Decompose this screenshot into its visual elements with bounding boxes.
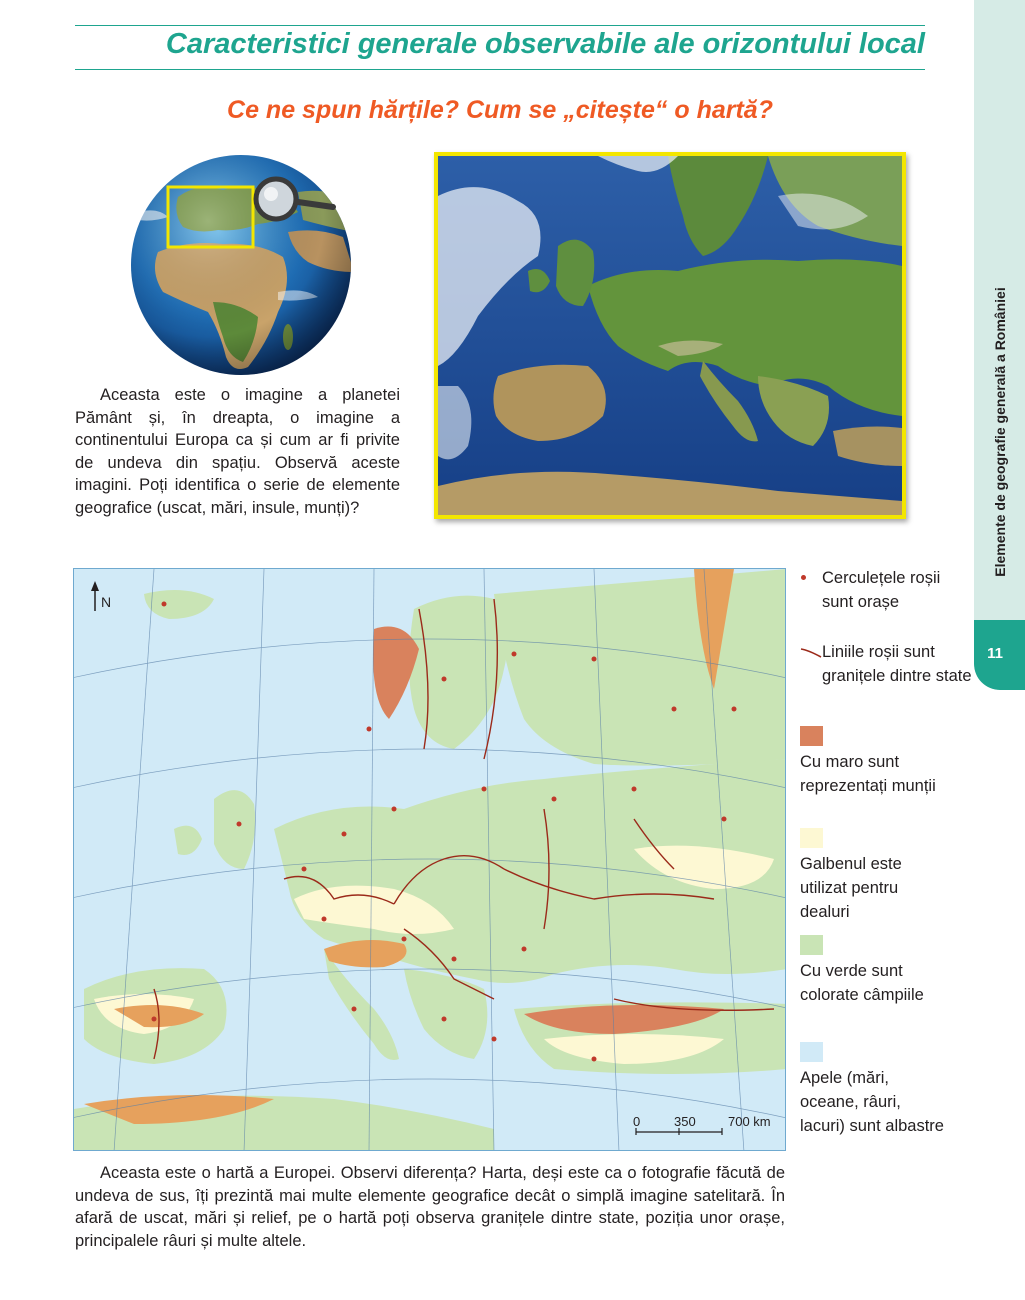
legend-text-water: Apele (mări, oceane, râuri, lacuri) sunt albastre [800, 1069, 944, 1135]
legend-text-hills: Galbenul este utilizat pentru dealuri [800, 855, 902, 921]
satellite-image-europe [434, 152, 906, 519]
page-title: Caracteristici generale observabile ale orizontului local [165, 28, 925, 60]
legend-text-plains: Cu verde sunt colorate câmpiile [800, 962, 924, 1004]
legend-text-mountains: Cu maro sunt reprezentați munții [800, 753, 936, 795]
europe-map-illustration [74, 569, 786, 1151]
title-rule-bottom [75, 69, 925, 70]
mountain-swatch [800, 726, 823, 746]
hills-swatch [800, 828, 823, 848]
section-subtitle: Ce ne spun hărțile? Cum se „citește“ o hartă? [227, 96, 773, 124]
red-border-line-icon [800, 648, 822, 658]
satellite-europe-illustration [438, 156, 902, 515]
scale-label-350: 350 [674, 1114, 696, 1129]
chapter-title-vertical: Elemente de geografie generală a României [992, 287, 1008, 577]
globe-illustration [128, 152, 354, 378]
water-swatch [800, 1042, 823, 1062]
legend-text-cities: Cerculețele roșii sunt orașe [822, 569, 941, 611]
scale-label-700: 700 km [728, 1114, 771, 1129]
europe-physical-map [73, 568, 786, 1151]
title-rule-top [75, 25, 925, 26]
outro-paragraph: Aceasta este o hartă a Europei. Observi diferența? Harta, deși este ca o fotografie făcută de undeva de sus, îți prezintă mai multe elemente geografice decât o simplă imagine satelitară. În afară de uscat, mări și relief, pe o hartă poți observa granițele dintre state, poziția unor orașe, principalele râuri și multe altele. [75, 1164, 785, 1250]
north-label: N [101, 594, 112, 610]
page-number: 11 [987, 645, 1003, 662]
legend-text-borders: Liniile roșii sunt granițele dintre state [822, 643, 972, 685]
plains-swatch [800, 935, 823, 955]
chapter-side-tab [974, 0, 1025, 690]
intro-paragraph: Aceasta este o imagine a planetei Pământ și, în dreapta, o imagine a continentului Europa ca și cum ar fi privite de undeva din spațiu. Observă aceste imagini. Poți identifica o serie de elemente geografice (uscat, mări, insule, munți)? [75, 386, 400, 517]
scale-label-0: 0 [633, 1114, 641, 1129]
red-dot-icon [801, 575, 806, 580]
